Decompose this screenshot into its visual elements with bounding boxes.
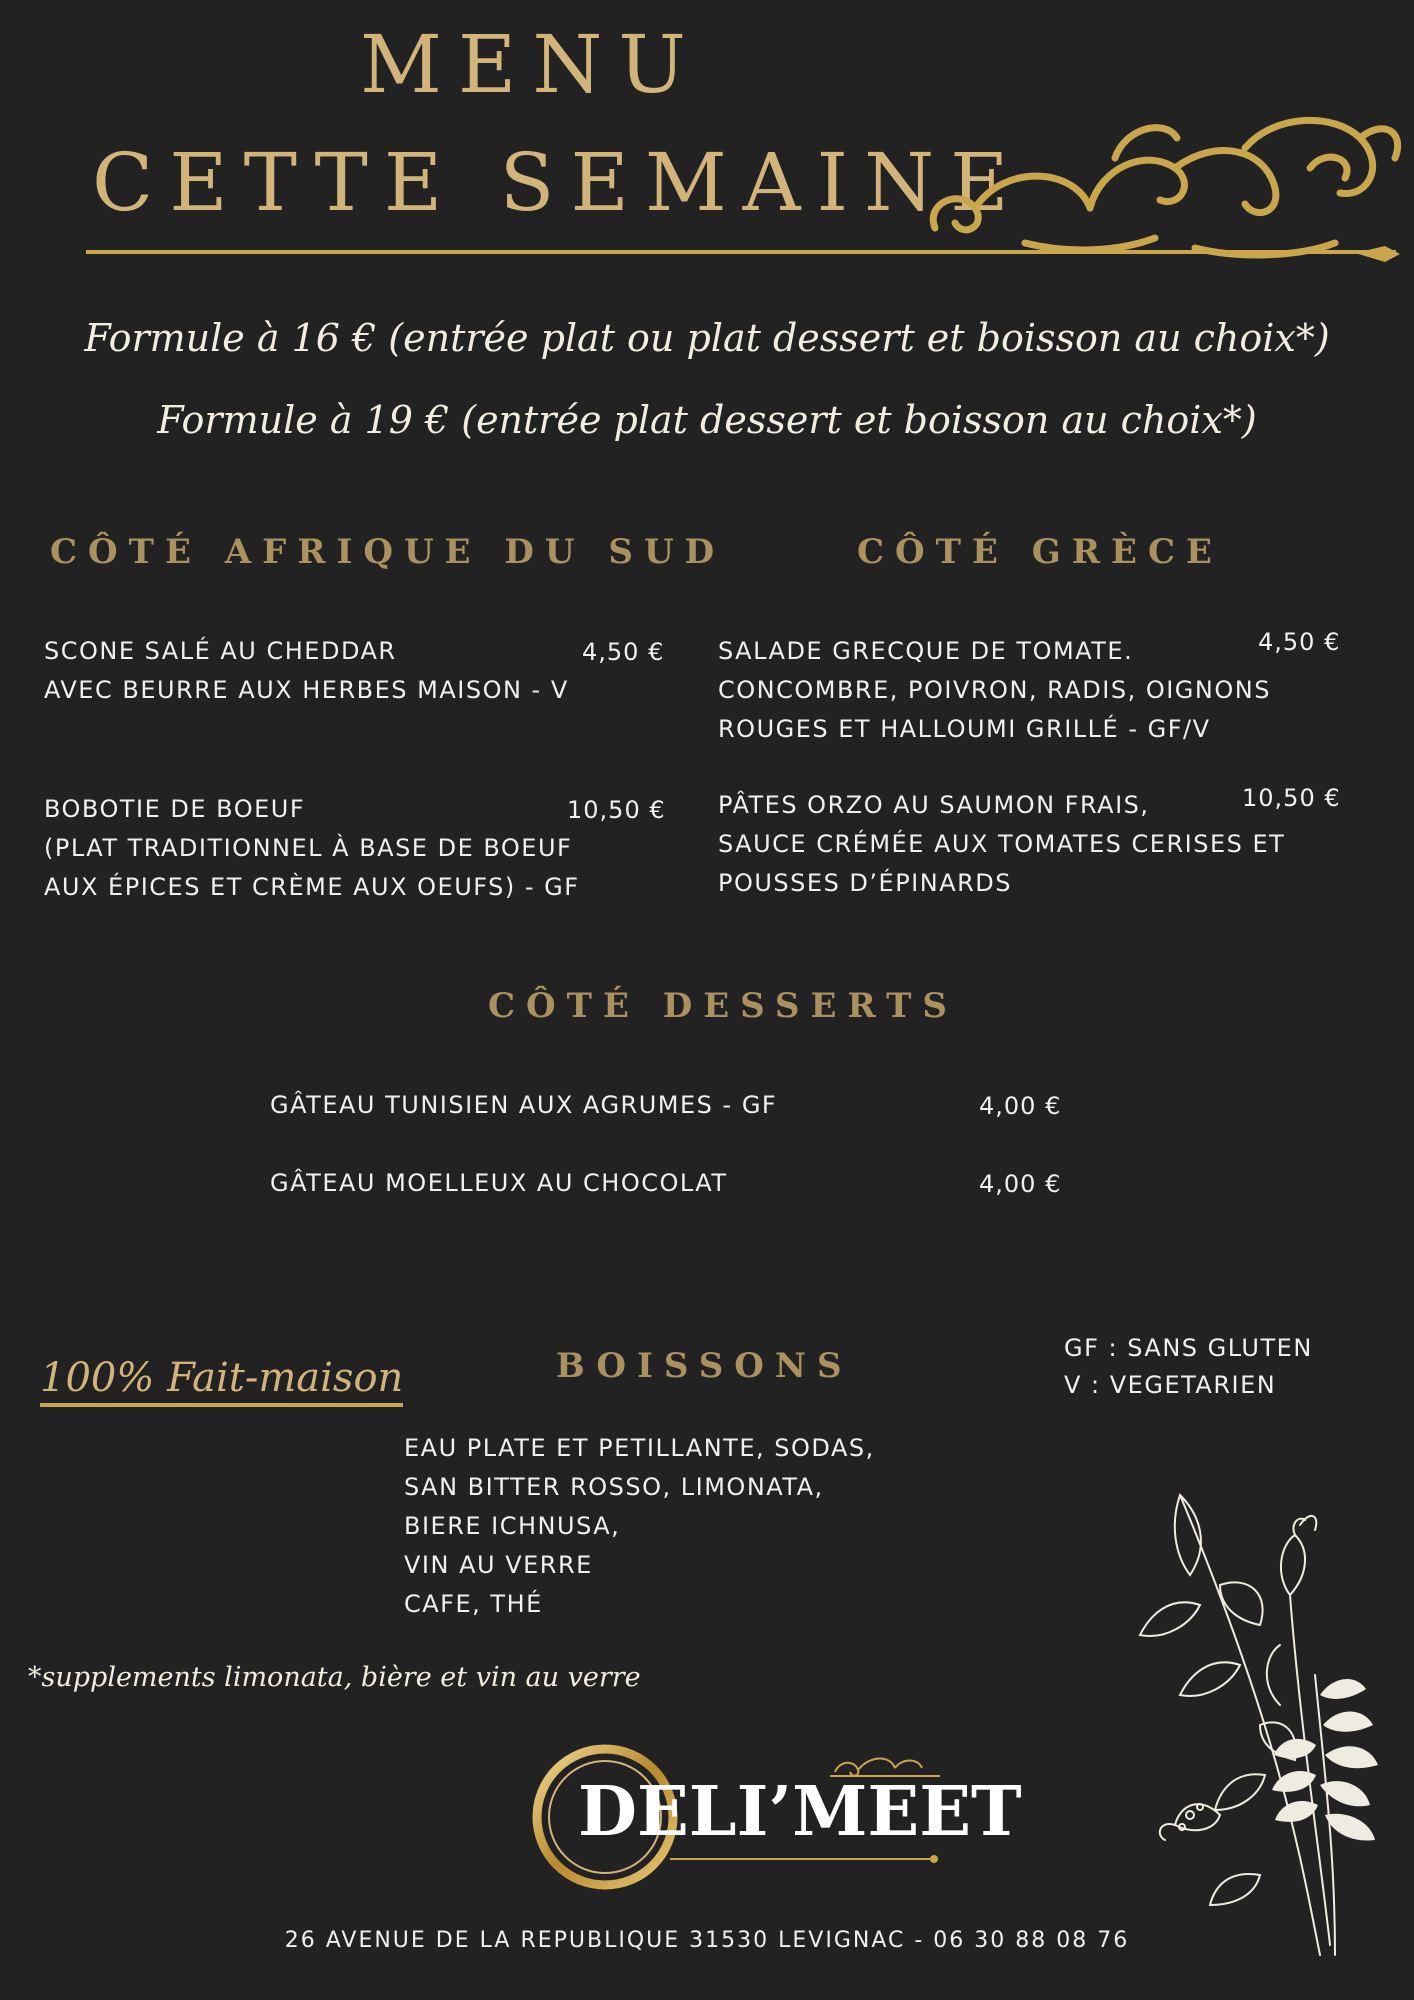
legend-v: V : VEGETARIEN — [1064, 1371, 1277, 1399]
supplements-note: *supplements limonata, bière et vin au verre — [28, 1662, 641, 1693]
boissons-list — [404, 1429, 875, 1624]
restaurant-address: 26 AVENUE DE LA REPUBLIQUE 31530 LEVIGNAC - 06 30 88 08 76 — [284, 1928, 1130, 1953]
item-line: ROUGES ET HALLOUMI GRILLÉ - GF/V — [718, 715, 1211, 743]
item-line: SCONE SALÉ AU CHEDDAR — [44, 637, 397, 665]
menu-title: MENU — [360, 18, 702, 111]
section-afrique-title: CÔTÉ AFRIQUE DU SUD — [50, 532, 726, 572]
item-line: BOBOTIE DE BOEUF — [44, 795, 306, 823]
formula-19: Formule à 19 € (entrée plat dessert et boisson au choix*) — [157, 398, 1257, 442]
item-line: (PLAT TRADITIONNEL À BASE DE BOEUF — [44, 834, 573, 862]
item-line: AUX ÉPICES ET CRÈME AUX OEUFS) - GF — [44, 873, 580, 901]
boisson-line: CAFE, THÉ — [404, 1590, 543, 1618]
menu-item-orzo — [718, 786, 1285, 903]
logo-underline-icon — [670, 1854, 940, 1864]
item-price: 4,50 € — [1258, 628, 1341, 656]
boisson-line: SAN BITTER ROSSO, LIMONATA, — [404, 1473, 824, 1501]
menu-item-bobotie — [44, 790, 580, 907]
menu-item-salade — [718, 632, 1271, 749]
fait-maison-label: 100% Fait-maison — [40, 1355, 403, 1407]
deli-meet-logo — [530, 1742, 1022, 1892]
item-line: SALADE GRECQUE DE TOMATE. — [718, 637, 1134, 665]
item-line: CONCOMBRE, POIVRON, RADIS, OIGNONS — [718, 676, 1271, 704]
diet-legend — [1064, 1330, 1313, 1404]
menu-item-scone — [44, 632, 569, 710]
dessert-item-chocolat: GÂTEAU MOELLEUX AU CHOCOLAT — [270, 1169, 728, 1197]
item-price: 4,00 € — [979, 1092, 1062, 1120]
boisson-line: BIERE ICHNUSA, — [404, 1512, 621, 1540]
legend-gf: GF : SANS GLUTEN — [1064, 1334, 1313, 1362]
item-line: PÂTES ORZO AU SAUMON FRAIS, — [718, 791, 1150, 819]
formula-16: Formule à 16 € (entrée plat ou plat dessert et boisson au choix*) — [84, 316, 1330, 360]
boisson-line: VIN AU VERRE — [404, 1551, 593, 1579]
boisson-line: EAU PLATE ET PETILLANTE, SODAS, — [404, 1434, 875, 1462]
section-grece-title: CÔTÉ GRÈCE — [857, 532, 1223, 572]
item-line: POUSSES D’ÉPINARDS — [718, 869, 1013, 897]
item-price: 4,50 € — [582, 638, 665, 666]
flourish-ornament-icon — [915, 108, 1410, 278]
item-price: 10,50 € — [567, 796, 666, 824]
item-price: 10,50 € — [1242, 784, 1341, 812]
item-line: AVEC BEURRE AUX HERBES MAISON - V — [44, 676, 569, 704]
section-boissons-title: BOISSONS — [556, 1346, 853, 1386]
dessert-item-tunisien: GÂTEAU TUNISIEN AUX AGRUMES - GF — [270, 1091, 778, 1119]
item-price: 4,00 € — [979, 1170, 1062, 1198]
section-desserts-title: CÔTÉ DESSERTS — [488, 986, 958, 1026]
week-title: CETTE SEMAINE — [92, 136, 1025, 229]
item-line: SAUCE CRÉMÉE AUX TOMATES CERISES ET — [718, 830, 1286, 858]
logo-text: DELI’MEET — [578, 1772, 1022, 1852]
botanical-flower-icon — [1120, 1475, 1390, 1965]
